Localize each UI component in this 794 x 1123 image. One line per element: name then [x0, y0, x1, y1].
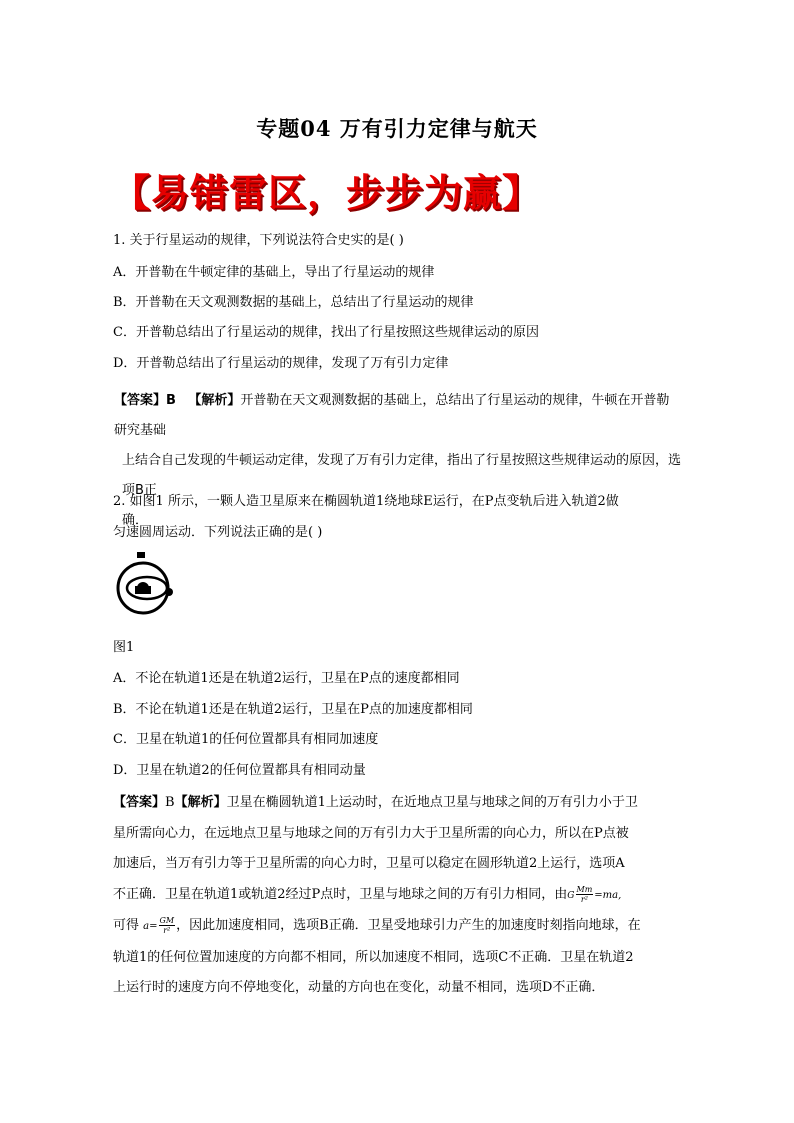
q2-analysis-2: 星所需向心力，在远地点卫星与地球之间的万有引力大于卫星所需的向心力，所以在P点被 [113, 825, 629, 841]
q1-analysis-1: 开普勒在天文观测数据的基础上，总结出了行星运动的规律，牛顿在开普勒研究基础 [114, 393, 670, 438]
point-p-dot [165, 588, 173, 596]
top-marker [137, 552, 145, 558]
q2-option-c: C．卫星在轨道1的任何位置都具有相同加速度 [113, 732, 379, 747]
q2-stem-2: 匀速圆周运动．下列说法正确的是( ) [113, 525, 323, 540]
formula-1-suffix: =ma, [594, 889, 622, 901]
q1-option-d: D．开普勒总结出了行星运动的规律，发现了万有引力定律 [113, 356, 449, 371]
q2-option-a: A．不论在轨道1还是在轨道2运行，卫星在P点的速度都相同 [113, 671, 460, 686]
formula-2-numerator: GM [159, 916, 175, 925]
formula-1-fraction [576, 885, 594, 904]
q2-answer-block [113, 788, 688, 1004]
q1-analysis-3: 确． [122, 513, 149, 528]
q1-answer: B [166, 393, 176, 408]
q1-option-a: A．开普勒在牛顿定律的基础上，导出了行星运动的规律 [113, 265, 435, 280]
q1-answer-block [114, 386, 682, 536]
q2-answer: B [165, 795, 175, 810]
q2-analysis-7: 上运行时的速度方向不停地变化，动量的方向也在变化，动量不相同，选项D不正确． [113, 980, 605, 995]
q2-analysis-tag: 【解析】 [174, 795, 227, 810]
formula-1-numerator: Mm [576, 884, 593, 894]
formula-2-denominator: r² [163, 926, 171, 935]
q2-analysis-3: 加速后，当万有引力等于卫星所需的向心力时，卫星可以稳定在圆形轨道2上运行，选项A [113, 856, 625, 871]
page-title: 专题04 万有引力定律与航天 [256, 116, 538, 141]
q1-answer-line-1 [114, 386, 682, 446]
q1-answer-tag: 【答案】 [114, 393, 167, 408]
q1-analysis-tag: 【解析】 [188, 393, 241, 408]
orbit-diagram [113, 548, 181, 620]
formula-2-prefix: a= [143, 921, 158, 932]
q2-analysis-5-text: ，因此加速度相同，选项B正确．卫星受地球引力产生的加速度时刻指向地球，在 [176, 918, 641, 933]
section-banner: 【易错雷区，步步为赢】 [112, 171, 542, 215]
q2-analysis-4-text: 不正确．卫星在轨道1或轨道2经过P点时，卫星与地球之间的万有引力相同，由 [113, 886, 568, 902]
q2-answer-tag: 【答案】 [113, 795, 166, 810]
formula-1-prefix: G [567, 890, 575, 901]
figure-label: 图1 [113, 640, 135, 655]
q2-option-b: B．不论在轨道1还是在轨道2运行，卫星在P点的加速度都相同 [113, 702, 473, 717]
q1-option-c: C．开普勒总结出了行星运动的规律，找出了行星按照这些规律运动的原因 [113, 325, 539, 340]
q2-option-d: D．卫星在轨道2的任何位置都具有相同动量 [113, 763, 366, 778]
q2-analysis-6: 轨道1的任何位置加速度的方向都不相同，所以加速度不相同，选项C不正确．卫星在轨道2 [113, 949, 634, 965]
q1-analysis-2: 上结合自己发现的牛顿运动定律，发现了万有引力定律，指出了行星按照这些规律运动的原因，选项B正 [122, 453, 682, 498]
earth-label-block [135, 586, 151, 594]
q2-answer-line-1 [113, 788, 688, 819]
q2-analysis-5 [113, 911, 688, 943]
q2-analysis-1: 卫星在椭圆轨道1上运动时，在近地点卫星与地球之间的万有引力小于卫 [226, 795, 638, 810]
formula-1-denominator: r² [580, 894, 588, 904]
formula-2-fraction [159, 916, 176, 935]
q1-option-b: B．开普勒在天文观测数据的基础上，总结出了行星运动的规律 [113, 295, 474, 310]
q1-stem: 1. 关于行星运动的规律，下列说法符合史实的是( ) [113, 233, 404, 248]
q2-stem-1: 2. 如图1 所示，一颗人造卫星原来在椭圆轨道1绕地球E运行，在P点变轨后进入轨道2做 [113, 494, 619, 509]
q2-analysis-5-lead: 可得 [113, 918, 140, 933]
q2-analysis-4 [113, 880, 688, 912]
